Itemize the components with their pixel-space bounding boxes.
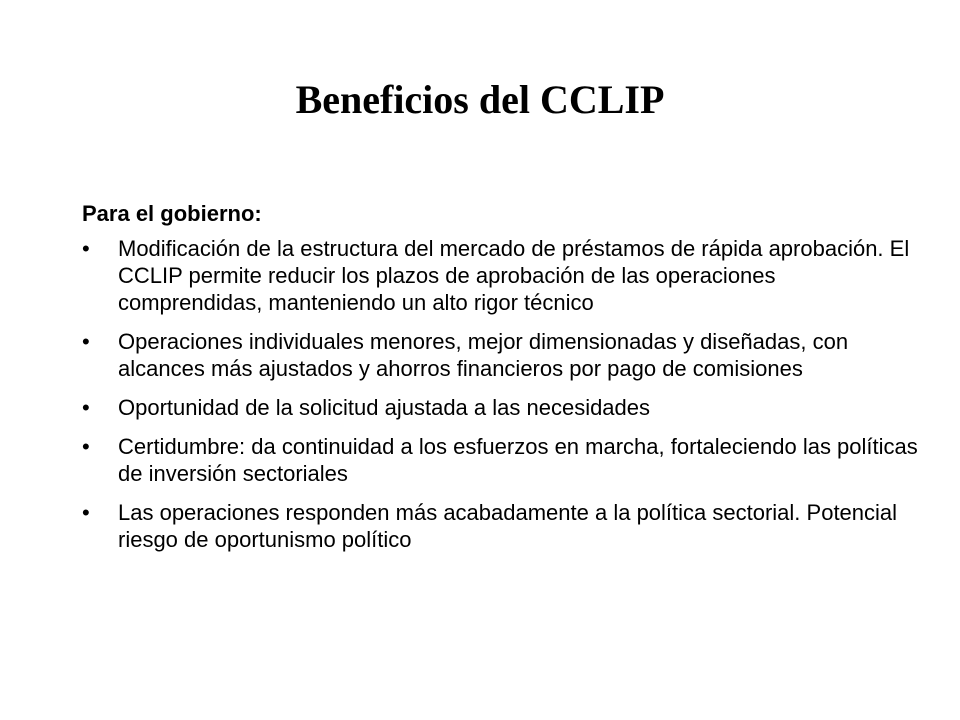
- bullet-text: Oportunidad de la solicitud ajustada a las necesidades: [118, 395, 651, 420]
- bullet-item-5: [82, 499, 922, 553]
- bullet-icon: •: [82, 500, 90, 525]
- bullet-icon: •: [82, 236, 90, 261]
- bullet-list: [82, 235, 922, 553]
- bullet-icon: •: [82, 395, 90, 420]
- bullet-item-2: [82, 328, 922, 382]
- section-heading: Para el gobierno:: [82, 201, 262, 226]
- slide-content: [82, 200, 922, 565]
- bullet-item-3: [82, 394, 922, 421]
- bullet-text: Operaciones individuales menores, mejor dimensionadas y diseñadas, con alcances más ajustados y ahorros financieros por pago de comisiones: [118, 329, 849, 381]
- bullet-item-1: [82, 235, 922, 316]
- bullet-icon: •: [82, 434, 90, 459]
- bullet-icon: •: [82, 329, 90, 354]
- bullet-text: Certidumbre: da continuidad a los esfuerzos en marcha, fortaleciendo las políticas de inversión sectoriales: [118, 434, 918, 486]
- bullet-text: Modificación de la estructura del mercado de préstamos de rápida aprobación. El CCLIP permite reducir los plazos de aprobación de las operaciones comprendidas, manteniendo un alto rigor técnico: [118, 236, 910, 315]
- bullet-text: Las operaciones responden más acabadamente a la política sectorial. Potencial riesgo de oportunismo político: [118, 500, 898, 552]
- slide-title: Beneficios del CCLIP: [295, 77, 665, 122]
- bullet-item-4: [82, 433, 922, 487]
